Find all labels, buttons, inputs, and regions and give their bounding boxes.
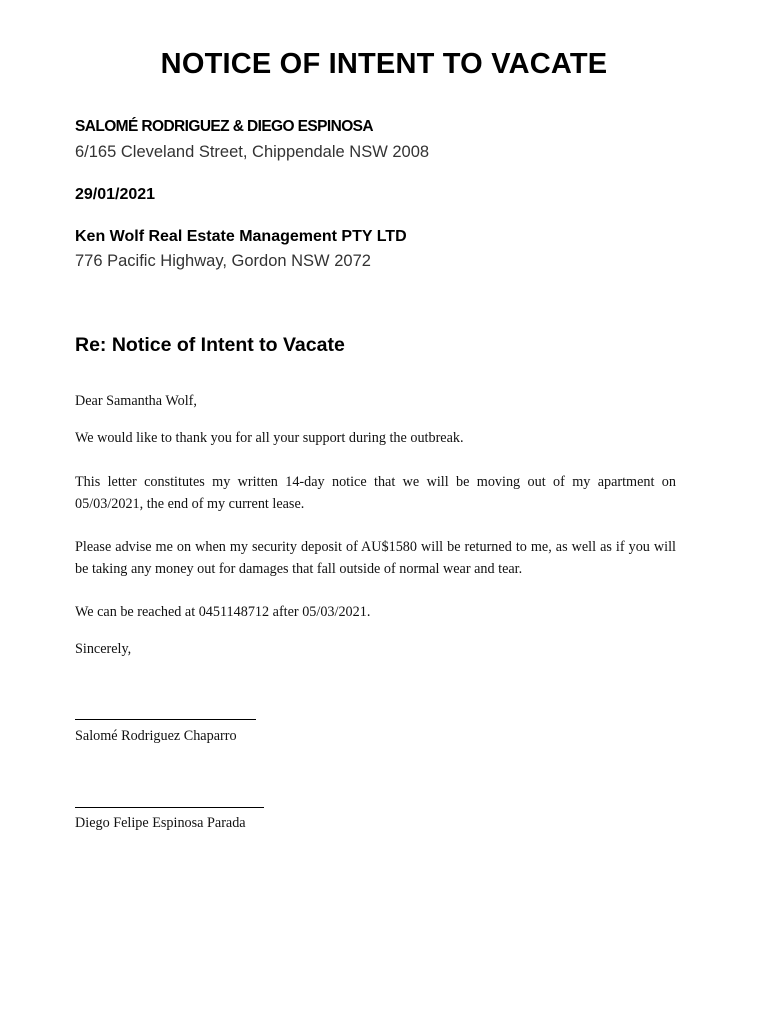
sender-names: SALOMÉ RODRIGUEZ & DIEGO ESPINOSA (75, 118, 373, 135)
letter-date: 29/01/2021 (75, 186, 156, 203)
signatory-name: Diego Felipe Espinosa Parada (75, 815, 246, 831)
paragraph-thanks: We would like to thank you for all your support during the outbreak. (75, 430, 464, 446)
paragraph-notice: This letter constitutes my written 14-day notice that we will be moving out of my apartment on 05/03/2021, the end of my current lease. (75, 474, 676, 512)
paragraph-deposit: Please advise me on when my security deposit of AU$1580 will be returned to me, as well as if you will be taking any money out for damages that fall outside of normal wear and tear. (75, 539, 676, 577)
signatory-name: Salomé Rodriguez Chaparro (75, 728, 237, 744)
paragraph-contact: We can be reached at 0451148712 after 05/03/2021. (75, 604, 371, 620)
document-title: NOTICE OF INTENT TO VACATE (160, 48, 608, 80)
closing: Sincerely, (75, 641, 132, 657)
signature-line (75, 807, 264, 808)
recipient-address: 776 Pacific Highway, Gordon NSW 2072 (75, 252, 371, 270)
signature-line (75, 719, 256, 720)
salutation: Dear Samantha Wolf, (75, 393, 197, 409)
recipient-company: Ken Wolf Real Estate Management PTY LTD (75, 228, 407, 245)
sender-address: 6/165 Cleveland Street, Chippendale NSW 2008 (75, 143, 430, 161)
subject-line: Re: Notice of Intent to Vacate (75, 334, 345, 356)
